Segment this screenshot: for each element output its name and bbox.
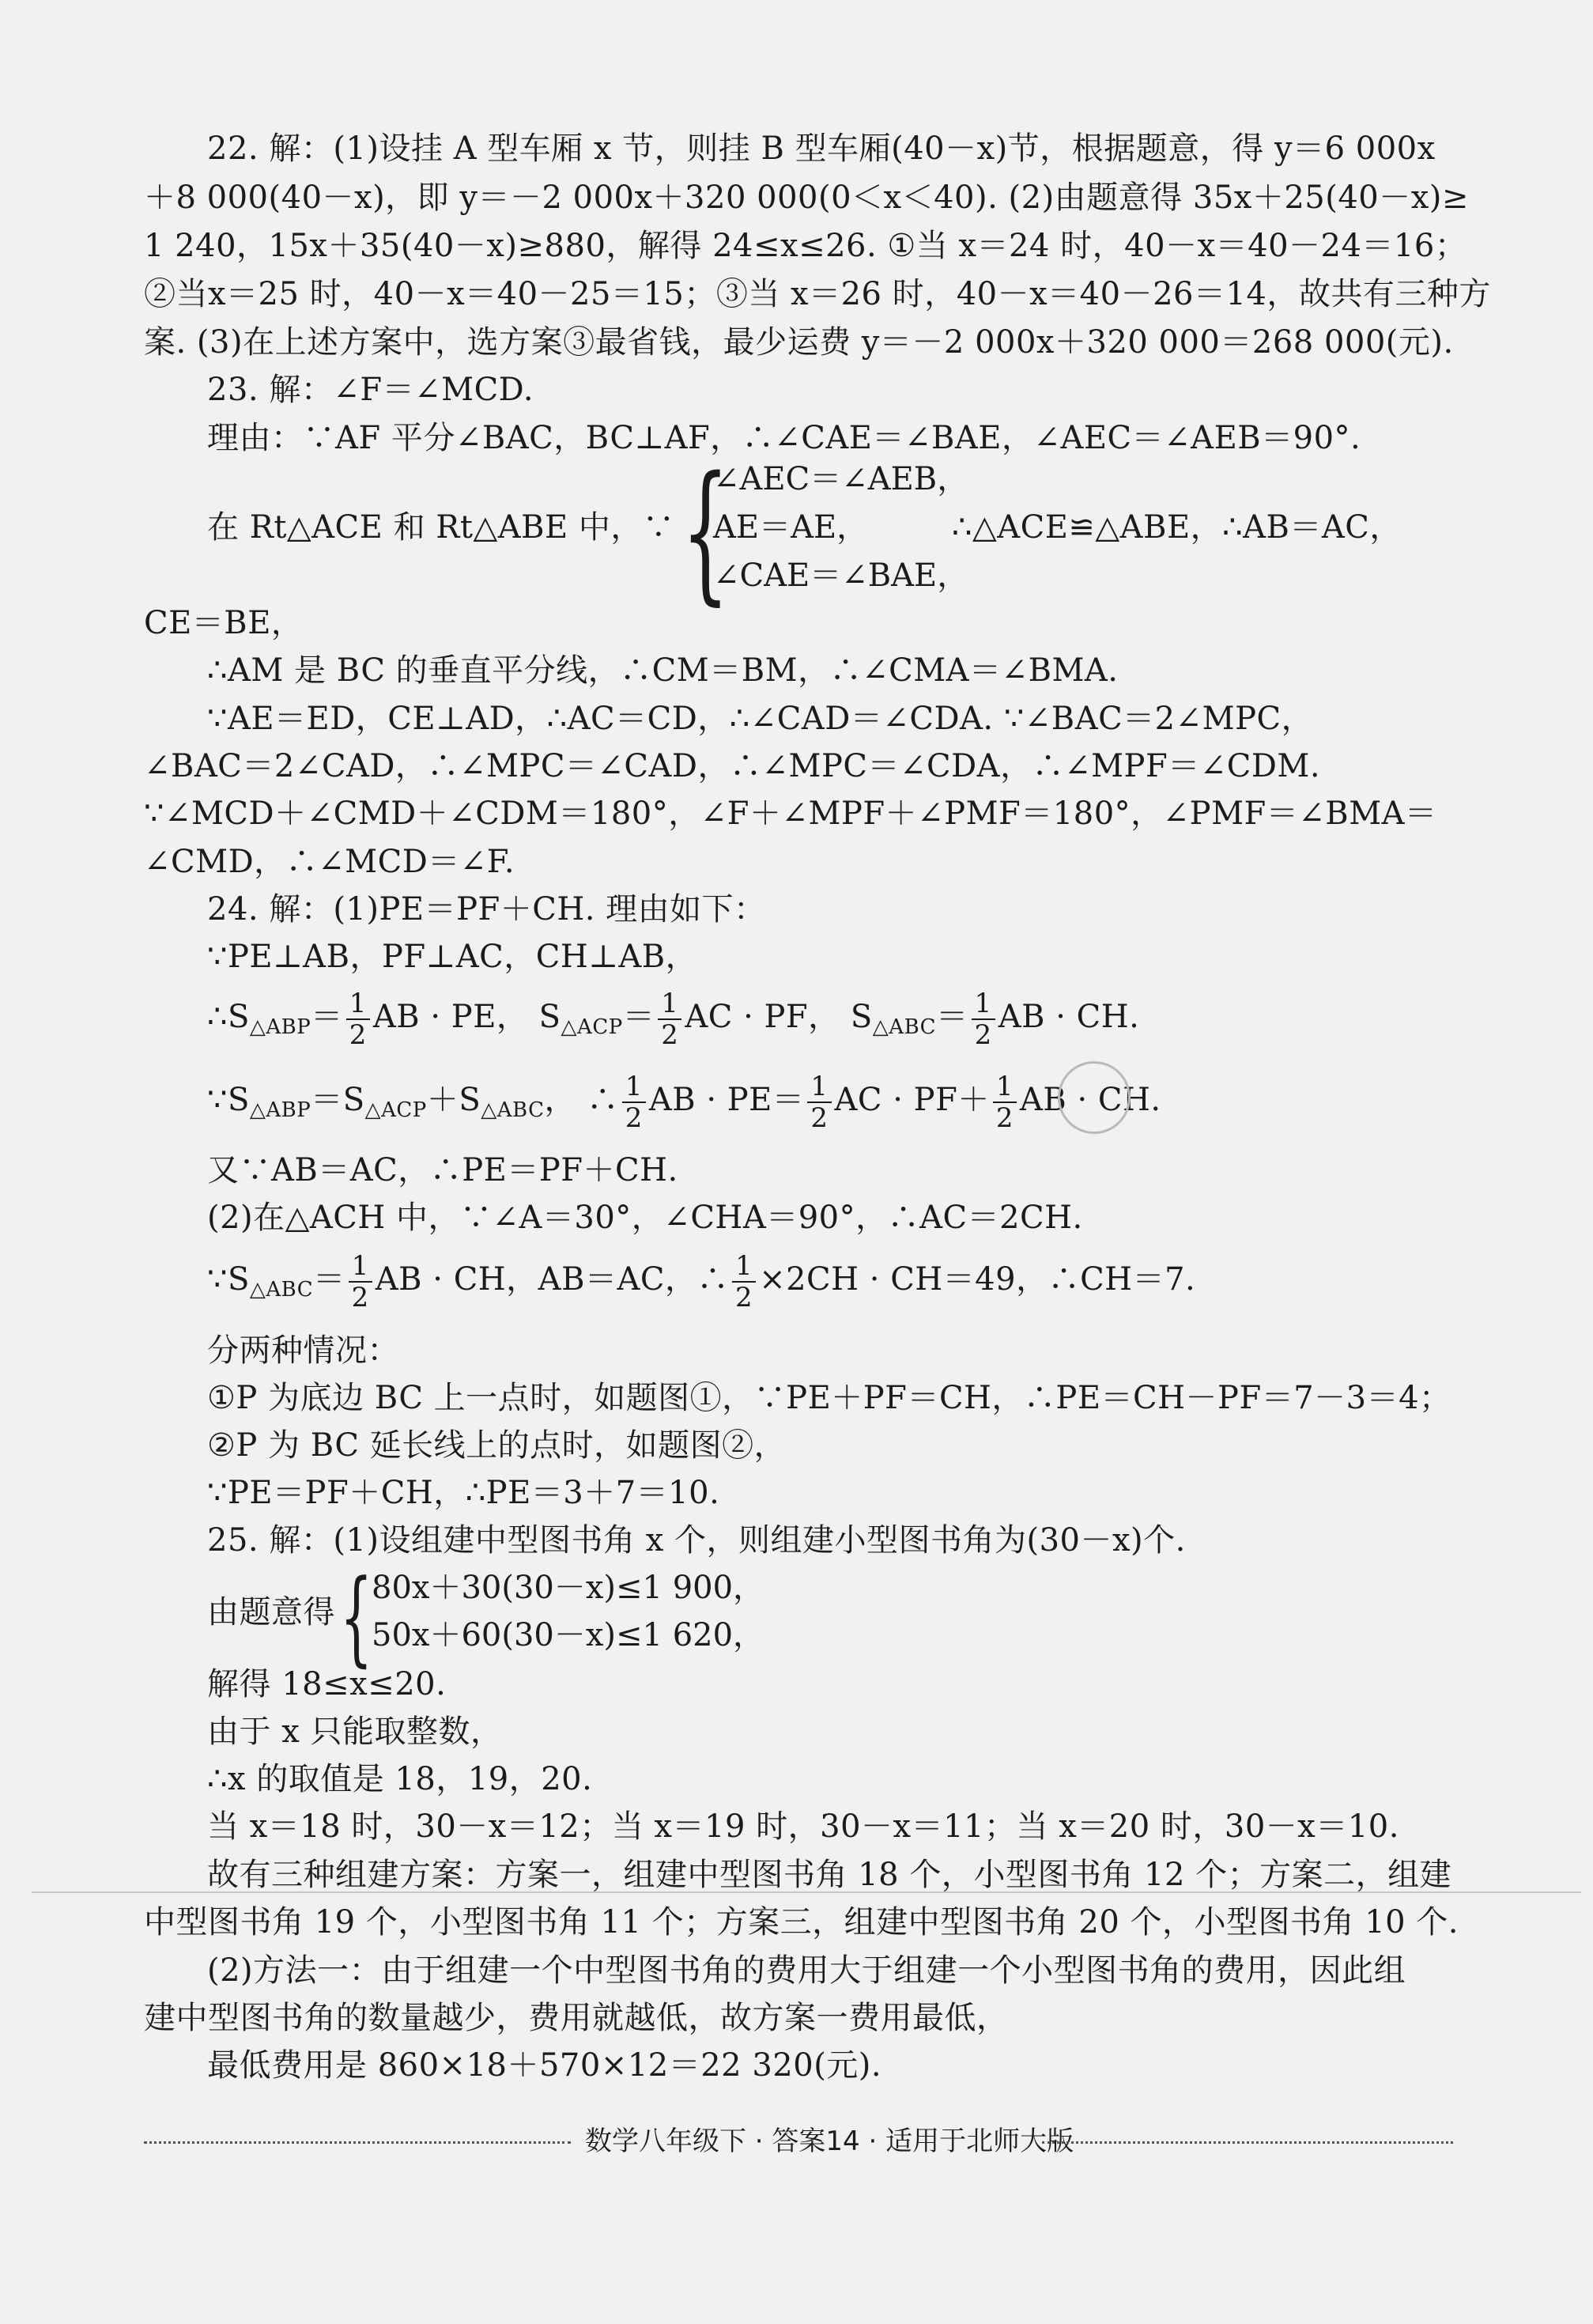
fraction-one-half: $\frac{1}{2}$ [972, 988, 995, 1050]
p23-system-suffix: ∴△ACE≌△ABE，∴AB＝AC， [952, 509, 1402, 546]
p25-system-row-2: 50x＋60(30－x)≤1 620， [372, 1617, 765, 1653]
p24-area-abc: $\because S_{\triangle ABC}=$ $\frac{1}{2}$ AB · CH，AB＝AC，∴ $\frac{1}{2}$ ×2CH · CH＝49，∴CH＝7. [207, 1250, 1196, 1313]
p25-line-9: 建中型图书角的数量越少，费用就越低，故方案一费用最低， [144, 2000, 1009, 2036]
p22-line-2: ＋8 000(40－x)，即 y＝－2 000x＋320 000(0＜x＜40). (2)由题意得 35x＋25(40－x)≥ [144, 179, 1469, 216]
p23-equation-system [681, 444, 969, 619]
scan-fold-line [32, 1891, 1581, 1893]
page-footer: 数学八年级下 · 答案14 · 适用于北师大版 [585, 2126, 1074, 2157]
p23-line-4: ∴AM 是 BC 的垂直平分线，∴CM＝BM，∴∠CMA＝∠BMA. [207, 652, 1119, 689]
p24-line-1: 24. 解：(1)PE＝PF＋CH. 理由如下： [207, 891, 766, 928]
p23-line-6: ∠BAC＝2∠CAD，∴∠MPC＝∠CAD，∴∠MPC＝∠CDA，∴∠MPF＝∠CDM. [144, 748, 1321, 784]
p25-line-4: ∴x 的取值是 18，19，20. [207, 1761, 593, 1797]
fraction-one-half: $\frac{1}{2}$ [622, 1071, 646, 1133]
fraction-one-half: $\frac{1}{2}$ [346, 988, 370, 1050]
p23-line-3: CE＝BE， [144, 605, 304, 641]
p25-system-row-1: 80x＋30(30－x)≤1 900， [372, 1570, 765, 1606]
p24-line-6: (2)在△ACH 中，∵∠A＝30°，∠CHA＝90°，∴AC＝2CH. [207, 1200, 1083, 1236]
fraction-one-half: $\frac{1}{2}$ [349, 1251, 372, 1313]
p24-area-formulas: $\therefore S_{\triangle ABP}=$ $\frac{1}{2}$ AB · PE， $S_{\triangle ACP}=$ $\frac{1}{2}$ AC · PF， $S_{\triangle ABC}=$ $\frac{1}{2}$ AB · CH. [207, 988, 1140, 1051]
p25-line-1: 25. 解：(1)设组建中型图书角 x 个，则组建小型图书角为(30－x)个. [207, 1522, 1186, 1559]
p22-line-3: 1 240，15x＋35(40－x)≥880，解得 24≤x≤26. ①当 x＝24 时，40－x＝40－24＝16； [144, 228, 1467, 264]
p23-system-row-3: ∠CAE＝∠BAE， [713, 557, 969, 594]
footer-dotted-rule-left [144, 2141, 571, 2144]
p22-line-4: ②当x＝25 时，40－x＝40－25＝15；③当 x＝26 时，40－x＝40－26＝14，故共有三种方 [144, 276, 1491, 312]
fraction-one-half: $\frac{1}{2}$ [732, 1251, 756, 1313]
p23-line-5: ∵AE＝ED，CE⊥AD，∴AC＝CD，∴∠CAD＝∠CDA. ∵∠BAC＝2∠MPC， [207, 701, 1314, 737]
p24-line-8: 分两种情况： [207, 1332, 399, 1369]
p22-line-5: 案. (3)在上述方案中，选方案③最省钱，最少运费 y＝－2 000x＋320 000＝268 000(元). [144, 324, 1454, 361]
p25-line-8: (2)方法一：由于组建一个中型图书角的费用大于组建一个小型图书角的费用，因此组 [207, 1952, 1406, 1989]
p23-line-8: ∠CMD，∴∠MCD＝∠F. [144, 844, 515, 880]
p24-area-sum: $\because S_{\triangle ABP}=S_{\triangle ACP}+S_{\triangle ABC}$， ∴ $\frac{1}{2}$ AB · PE＝ $\frac{1}{2}$ AC · PF＋ $\frac{1}{2}$ AB · CH. [207, 1071, 1161, 1134]
p25-inequality-system [340, 1557, 765, 1677]
p23-line-1: 23. 解：∠F＝∠MCD. [207, 372, 534, 408]
fraction-one-half: $\frac{1}{2}$ [658, 988, 681, 1050]
p23-system-prefix: 在 Rt△ACE 和 Rt△ABE 中，∵ [207, 509, 675, 546]
p25-line-5: 当 x＝18 时，30－x＝12；当 x＝19 时，30－x＝11；当 x＝20 时，30－x＝10. [207, 1808, 1399, 1845]
p25-line-10: 最低费用是 860×18＋570×12＝22 320(元). [207, 2047, 882, 2084]
p23-brace: { [681, 444, 730, 619]
fraction-one-half: $\frac{1}{2}$ [993, 1071, 1017, 1133]
p23-system-row-1: ∠AEC＝∠AEB， [713, 461, 969, 497]
fraction-one-half: $\frac{1}{2}$ [807, 1071, 831, 1133]
footer-dotted-rule-right [1042, 2141, 1453, 2144]
p25-line-7: 中型图书角 19 个，小型图书角 11 个；方案三，组建中型图书角 20 个，小型图书角 10 个. [144, 1904, 1459, 1940]
p25-line-2: 解得 18≤x≤20. [207, 1666, 447, 1702]
p24-line-5: 又∵AB＝AC，∴PE＝PF＋CH. [207, 1152, 678, 1188]
p25-line-3: 由于 x 只能取整数， [207, 1714, 503, 1750]
p25-system-prefix: 由题意得 [207, 1594, 335, 1631]
p24-line-9: ①P 为底边 BC 上一点时，如题图①，∵PE＋PF＝CH，∴PE＝CH－PF＝7－3＝4； [207, 1380, 1451, 1416]
p23-line-7: ∵∠MCD＋∠CMD＋∠CDM＝180°，∠F＋∠MPF＋∠PMF＝180°，∠PMF＝∠BMA＝ [144, 795, 1437, 832]
p24-line-11: ∵PE＝PF＋CH，∴PE＝3＋7＝10. [207, 1475, 720, 1511]
p23-system-row-2: AE＝AE， [713, 509, 869, 546]
p24-line-10: ②P 为 BC 延长线上的点时，如题图②， [207, 1427, 787, 1464]
p23-line-2: 理由：∵AF 平分∠BAC，BC⊥AF，∴∠CAE＝∠BAE，∠AEC＝∠AEB＝90°. [207, 420, 1361, 456]
p25-line-6: 故有三种组建方案：方案一，组建中型图书角 18 个，小型图书角 12 个；方案二，组建 [207, 1857, 1452, 1893]
p24-line-2: ∵PE⊥AB，PF⊥AC，CH⊥AB， [207, 939, 698, 975]
p25-brace: { [340, 1557, 373, 1677]
p22-line-1: 22. 解：(1)设挂 A 型车厢 x 节，则挂 B 型车厢(40－x)节，根据题意，得 y＝6 000x [207, 130, 1436, 167]
